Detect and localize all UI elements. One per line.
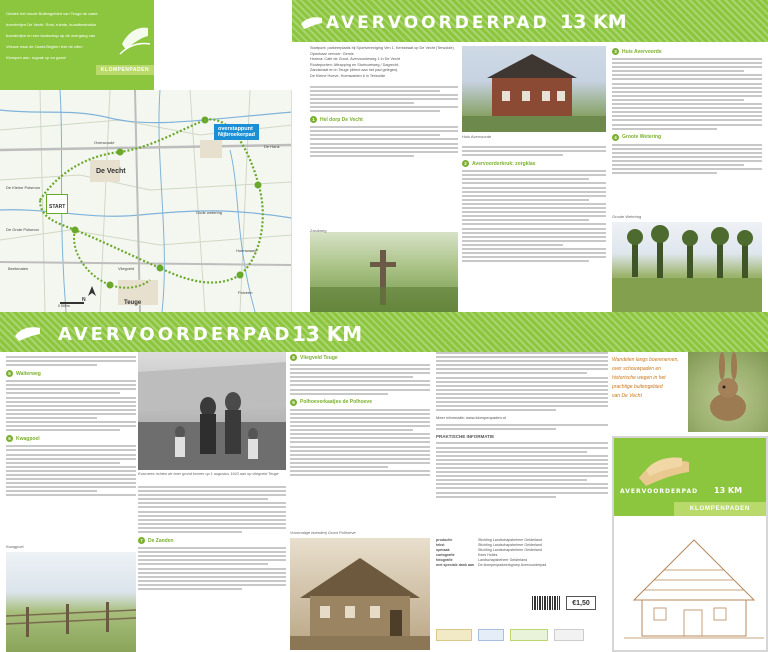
section-number: 4 — [612, 134, 619, 141]
cover-panel — [612, 436, 768, 652]
credit-label: cartografie — [436, 553, 455, 557]
practical-list — [436, 442, 608, 497]
logo-strip — [96, 65, 154, 75]
route-title: AVERVOORDERPAD — [326, 13, 550, 33]
credit-value: Stichting Landschapsbeheer Gelderland — [478, 538, 542, 542]
section-number: 6 — [6, 435, 13, 442]
sponsor-logo — [478, 629, 504, 641]
route-info-row: Openbaar vervoer: Gemis — [310, 51, 354, 56]
transfer-badge[interactable] — [214, 124, 259, 140]
more-info-link[interactable]: Meer informatie: www.klompenpaden.nl — [436, 415, 507, 421]
sponsor-logo — [554, 629, 584, 641]
credit-label: productie — [436, 538, 453, 542]
paragraph — [462, 146, 606, 156]
section-body — [462, 170, 606, 262]
section-heading — [290, 399, 430, 406]
credit-label: tekst — [436, 543, 445, 547]
map-label: Hoenwaard — [236, 248, 257, 253]
photo-groote-wetering — [612, 222, 762, 312]
top-header-band — [292, 0, 768, 42]
map-label: Oude wetering — [196, 210, 223, 215]
intro-panel — [0, 0, 154, 90]
start-label: START — [49, 204, 66, 210]
bottom-header-band — [0, 312, 768, 352]
route-title: AVERVOORDERPAD — [58, 324, 293, 345]
route-info-row: Routepunten: Aftrapping en Stortvoetweg / Dagrecht, — [310, 62, 400, 67]
section-heading — [6, 370, 136, 377]
sponsor-logos — [436, 626, 606, 644]
quote-line: over schouwpaden en — [612, 366, 661, 372]
section-number: 3 — [612, 48, 619, 55]
map-label: Polveen — [238, 290, 253, 295]
section-heading — [138, 537, 286, 544]
paragraph — [6, 356, 136, 366]
section-body — [290, 364, 430, 395]
credit-value: De klompenpadwerkgroep Avervoorderpad — [478, 563, 547, 567]
clog-icon — [14, 324, 42, 342]
sponsor-logo — [436, 629, 472, 641]
credit-label: opmaak — [436, 548, 450, 552]
quote-line: prachtige buitengebied — [612, 384, 663, 390]
intro-line: Veluwe naar de IJssel-Begiien leer de ziten — [6, 44, 83, 49]
photo-caption: Huis Avervoorde — [462, 134, 492, 139]
section-title: Walterweg — [16, 370, 41, 377]
start-marker[interactable] — [46, 194, 68, 214]
credit-value: Stichting Landschapsbeheer Gelderland — [478, 548, 542, 552]
section-heading — [310, 116, 458, 123]
credit-label: fotografie — [436, 558, 453, 562]
photo-caption: Groote Wetering — [612, 214, 642, 219]
section-body — [612, 144, 762, 175]
section-heading — [612, 134, 762, 141]
photo-caption: Zandweg — [310, 228, 327, 233]
credit-value: Kees Holtes — [478, 553, 498, 557]
column-2 — [462, 146, 606, 262]
cover-distance: 13 KM — [714, 486, 743, 495]
north-arrow-label: N — [82, 297, 86, 303]
photo-kwagpoel-fence — [6, 552, 136, 652]
sponsor-logo — [510, 629, 548, 641]
photo-hare — [688, 352, 768, 432]
section-number: 8 — [290, 354, 297, 361]
credit-value: Stichting Landschapsbeheer Gelderland — [478, 543, 542, 547]
bottom-column-3 — [290, 352, 430, 476]
photo-evacuees-1943 — [138, 352, 286, 470]
map-label: Beekmaten — [8, 266, 29, 271]
section-title: Avervoorderkruk: zorgklas — [472, 160, 536, 167]
section-body — [310, 126, 458, 157]
map-scale: 0 500m — [58, 304, 70, 308]
photo-caption: Kwagpoel — [6, 544, 24, 549]
route-info-row: Startpunt: parkeerplaats bij Sportvereniging Ven 1, Kerkstraat op De Vecht (Terwolde) — [310, 46, 454, 50]
route-distance: 13 KM — [292, 322, 363, 346]
bottom-column-1 — [6, 356, 136, 496]
map-label: De Grote Polsmon — [6, 227, 39, 232]
practical-column — [436, 352, 608, 498]
credit-label: met speciale dank aan — [436, 563, 475, 567]
section-body — [290, 409, 430, 477]
section-body — [6, 445, 136, 496]
route-info-row: De Kleine Hoeve, Hoenwaiden 6 in Terwolde — [310, 73, 386, 78]
cover-title: AVERVOORDERPAD — [620, 488, 699, 495]
section-number: 5 — [6, 370, 13, 377]
section-number: 1 — [310, 116, 317, 123]
photo-caption: Evacuees richten de boer grond komen op 1 augustus 1943 aan op vliegveld Teuge — [138, 472, 279, 476]
section-number: 2 — [462, 160, 469, 167]
section-title: De Zanden — [148, 537, 174, 544]
map-label: Vliegveld — [118, 266, 135, 271]
section-body — [138, 547, 286, 590]
quote-line: Wandelen langs boerenerven, — [612, 357, 679, 363]
intro-paragraph — [310, 86, 458, 113]
section-title: Huis Avervoorde — [622, 48, 662, 55]
practical-heading: PRAKTISCHE INFORMATIE — [436, 434, 495, 440]
map-label: De Hank — [264, 144, 280, 149]
promo-quote — [612, 356, 684, 401]
section-title: Vliegveld Teuge — [300, 354, 338, 361]
intro-line: Ontdek het mooie Buitengebied van Teuge de vaste — [6, 11, 98, 16]
quote-line: historische wegen in het — [612, 375, 666, 381]
section-heading — [290, 354, 430, 361]
bottom-column-2 — [138, 486, 286, 590]
route-info — [310, 46, 458, 157]
transfer-label: Nijbroekerpad — [218, 132, 255, 138]
section-title: Kwagpoel — [16, 435, 40, 442]
clogs-icon — [634, 448, 694, 488]
intro-text — [6, 8, 126, 63]
intro-line: boerderijen en een landschap op de overgang van — [6, 33, 96, 38]
route-distance: 13 KM — [560, 11, 627, 33]
photo-wayside-cross — [310, 232, 458, 312]
section-heading — [462, 160, 606, 167]
route-info-row: Zandstraat en in Teuge (direct aan het pad gelegen). — [310, 68, 399, 73]
section-body — [6, 380, 136, 431]
photo-polhoeve-farm — [290, 538, 430, 650]
map-label-de-vecht: De Vecht — [96, 168, 126, 175]
paragraph — [138, 486, 286, 533]
section-heading — [612, 48, 762, 55]
cover-logo-strip — [674, 502, 766, 516]
section-number: 7 — [138, 537, 145, 544]
map-label-teuge: Teuge — [124, 300, 142, 306]
section-heading — [6, 435, 136, 442]
transfer-label: overstappunt — [218, 126, 253, 132]
photo-avervoorde-house — [462, 46, 606, 132]
barcode-icon — [532, 596, 560, 610]
route-info-row: Horeca: Cafe de Groot, Avervoordeweg 1 in De Vecht — [310, 57, 401, 62]
clog-logo-icon — [118, 14, 152, 58]
paragraph — [436, 352, 608, 411]
intro-line: Klompen aan, rugzak op en gaan! — [6, 55, 67, 60]
price-tag: €1,50 — [566, 596, 596, 610]
photo-caption: Voormalige boerderij Groot Polhoeve — [290, 530, 356, 535]
cover-logo-text: KLOMPENPADEN — [689, 506, 751, 512]
clog-icon — [300, 14, 324, 30]
section-title: Groote Wetering — [622, 134, 662, 141]
farmhouse-drawing — [614, 520, 766, 650]
credit-value: Landschapsbeheer Gelderland — [478, 558, 528, 562]
route-map[interactable] — [0, 90, 292, 312]
section-body — [612, 58, 762, 130]
quote-line: van De Vecht — [612, 393, 642, 399]
section-title: Polhoeverkaatjes de Polhoeve — [300, 399, 372, 406]
intro-line: boerderijen De Vecht. Rust, ruimte, kunstbestrokke — [6, 22, 97, 27]
section-number: 9 — [290, 399, 297, 406]
section-title: Hel dorp De Vecht — [320, 116, 363, 123]
column-3 — [612, 48, 762, 174]
paragraph — [436, 424, 608, 430]
credits-table — [436, 538, 556, 568]
map-label: De Kleine Polsmon — [6, 185, 41, 190]
map-label: Overwoude — [94, 140, 115, 145]
logo-text: KLOMPENPADEN — [100, 67, 150, 73]
